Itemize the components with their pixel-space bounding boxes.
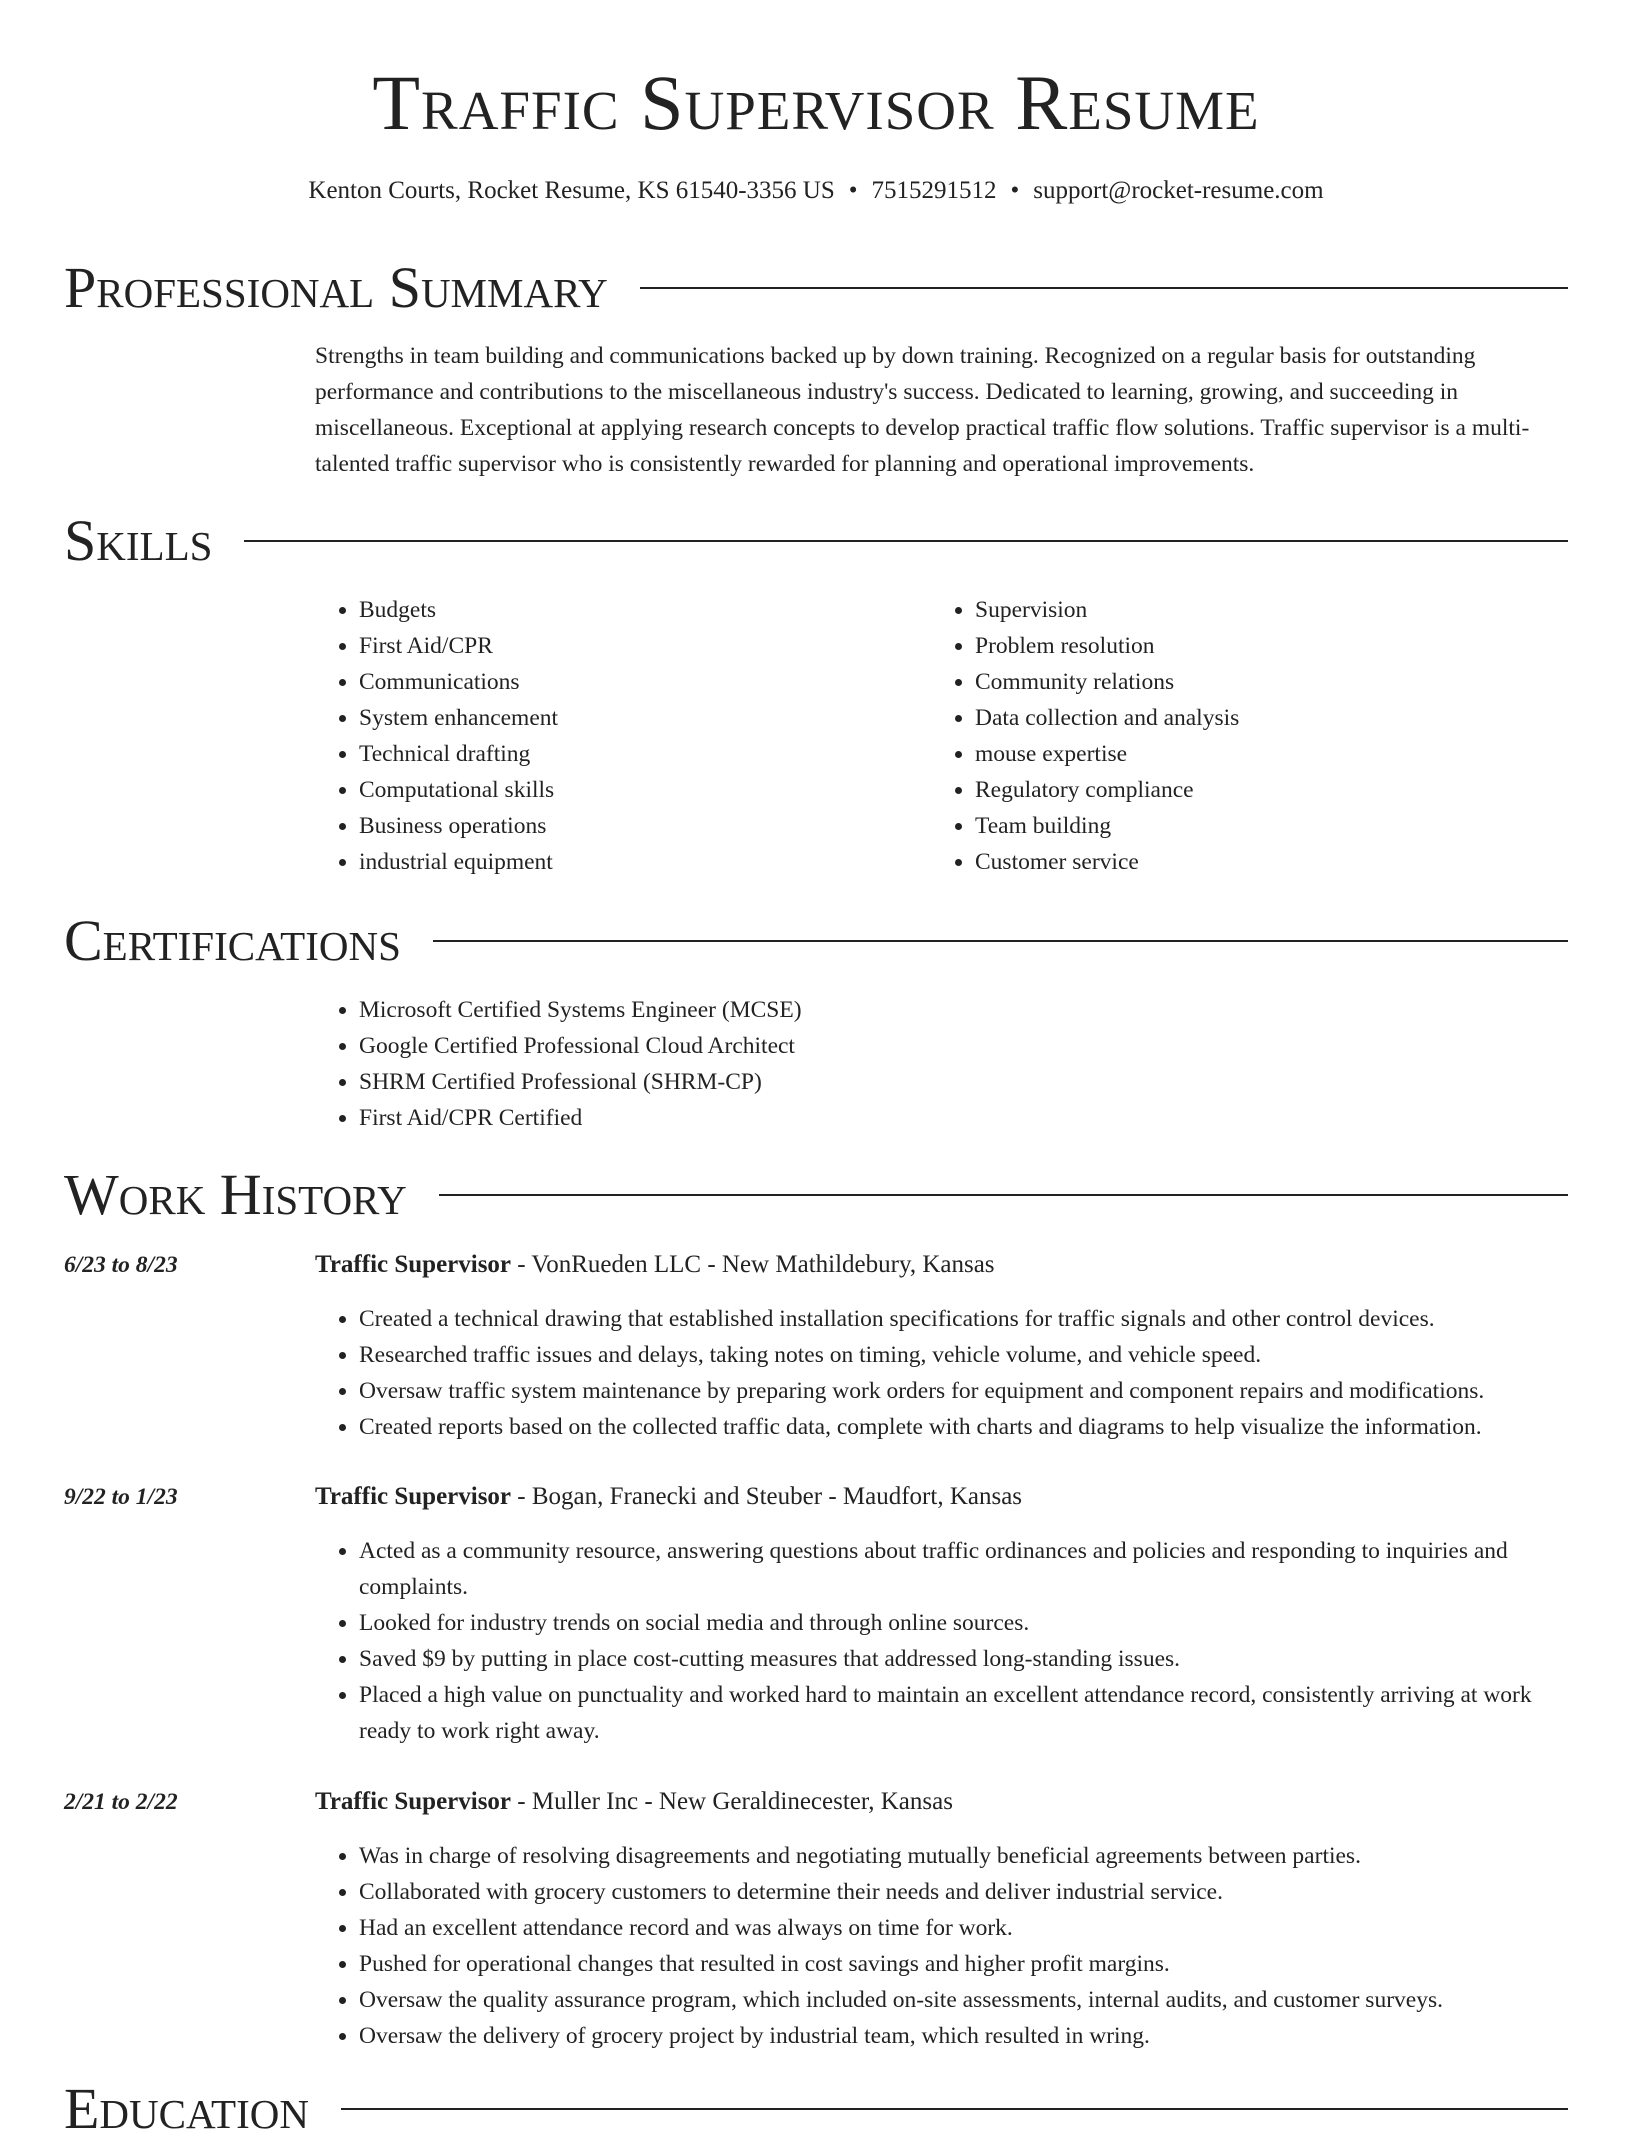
section-title-summary: Professional Summary [64,255,608,320]
job-dates: 6/23 to 8/23 [64,1252,178,1278]
section-divider [439,1194,1568,1196]
certification-item: • SHRM Certified Professional (SHRM-CP) [359,1064,1568,1100]
job-duty-item: • Oversaw the delivery of grocery project by industrial team, which resulted in wring. [359,2018,1568,2054]
contact-separator: • [848,177,858,204]
job-heading [315,1479,1022,1515]
contact-phone: 7515291512 [871,177,997,204]
job-duties [315,1838,1568,2054]
job-duty-item: • Looked for industry trends on social media and through online sources. [359,1605,1568,1641]
job-title: Traffic Supervisor [315,1251,512,1278]
skill-item: • Computational skills [359,772,931,808]
certifications-list [315,992,1568,1136]
section-header-certifications [64,908,1568,974]
job-duties [315,1301,1568,1445]
section-title-education: Education [64,2076,309,2141]
job-dates: 2/21 to 2/22 [64,1789,178,1815]
section-title-certifications: Certifications [64,908,401,973]
contact-line [0,174,1632,208]
resume-title: Traffic Supervisor Resume [372,59,1260,146]
skills-column-left [315,592,931,880]
job-duty-item: • Acted as a community resource, answering questions about traffic ordinances and policies and responding to inquiries and complaints. [359,1533,1568,1605]
skill-item: • First Aid/CPR [359,628,931,664]
job-duty-item: • Researched traffic issues and delays, taking notes on timing, vehicle volume, and vehicle speed. [359,1337,1568,1373]
section-divider [640,287,1568,289]
job-duty-item: • Oversaw traffic system maintenance by preparing work orders for equipment and component repairs and modifications. [359,1373,1568,1409]
job-employer-location: - Bogan, Franecki and Steuber - Maudfort, Kansas [511,1483,1023,1510]
skill-item: • Problem resolution [975,628,1547,664]
contact-separator: • [1010,177,1020,204]
job-employer-location: - VonRueden LLC - New Mathildebury, Kansas [511,1251,995,1278]
job-duty-item: • Had an excellent attendance record and was always on time for work. [359,1910,1568,1946]
contact-email: support@rocket-resume.com [1033,177,1324,204]
contact-address: Kenton Courts, Rocket Resume, KS 61540-3356 US [308,177,835,204]
job-duty-item: • Collaborated with grocery customers to determine their needs and deliver industrial service. [359,1874,1568,1910]
skill-item: • Business operations [359,808,931,844]
skill-item: • industrial equipment [359,844,931,880]
section-header-education [64,2076,1568,2142]
job-dates: 9/22 to 1/23 [64,1484,178,1510]
skill-item: • Regulatory compliance [975,772,1547,808]
skill-item: • Customer service [975,844,1547,880]
skills-column-right [931,592,1547,880]
section-header-summary [64,255,1568,321]
skill-item: • Community relations [975,664,1547,700]
job-duty-item: • Saved $9 by putting in place cost-cutting measures that addressed long-standing issues. [359,1641,1568,1677]
job-title: Traffic Supervisor [315,1788,512,1815]
skill-item: • Communications [359,664,931,700]
certification-item: • Microsoft Certified Systems Engineer (MCSE) [359,992,1568,1028]
skill-item: • mouse expertise [975,736,1547,772]
summary-block [315,338,1568,482]
section-divider [244,540,1568,542]
certification-item: • Google Certified Professional Cloud Architect [359,1028,1568,1064]
skill-item: • System enhancement [359,700,931,736]
job-duty-item: • Pushed for operational changes that resulted in cost savings and higher profit margins. [359,1946,1568,1982]
job-duty-item: • Was in charge of resolving disagreements and negotiating mutually beneficial agreements between parties. [359,1838,1568,1874]
skill-item: • Team building [975,808,1547,844]
section-divider [433,940,1568,942]
skill-item: • Budgets [359,592,931,628]
job-duty-item: • Created a technical drawing that established installation specifications for traffic signals and other control devices. [359,1301,1568,1337]
skill-item: • Technical drafting [359,736,931,772]
job-duties [315,1533,1568,1749]
certification-item: • First Aid/CPR Certified [359,1100,1568,1136]
job-heading [315,1784,953,1820]
skill-item: • Data collection and analysis [975,700,1547,736]
section-header-work-history [64,1162,1568,1228]
job-employer-location: - Muller Inc - New Geraldinecester, Kansas [511,1788,953,1815]
summary-text: Strengths in team building and communications backed up by down training. Recognized on a regular basis for outstanding performance and contributions to the miscellaneous industry's success. Dedicated to learning, growing, and succeeding in miscellaneous. Exceptional at applying research concepts to develop practical traffic flow solutions. Traffic supervisor is a multi-talented traffic supervisor who is consistently rewarded for planning and operational improvements. [315,343,1530,477]
skill-item: • Supervision [975,592,1547,628]
job-title: Traffic Supervisor [315,1483,512,1510]
job-heading [315,1247,995,1283]
section-divider [341,2108,1568,2110]
job-duty-item: • Created reports based on the collected traffic data, complete with charts and diagrams to help visualize the information. [359,1409,1568,1445]
section-title-work-history: Work History [64,1162,407,1227]
job-duty-item: • Placed a high value on punctuality and worked hard to maintain an excellent attendance record, consistently arriving at work ready to work right away. [359,1677,1568,1749]
skills-list [315,592,1568,880]
section-title-skills: Skills [64,508,213,573]
job-duty-item: • Oversaw the quality assurance program, which included on-site assessments, internal audits, and customer surveys. [359,1982,1568,2018]
section-header-skills [64,508,1568,574]
